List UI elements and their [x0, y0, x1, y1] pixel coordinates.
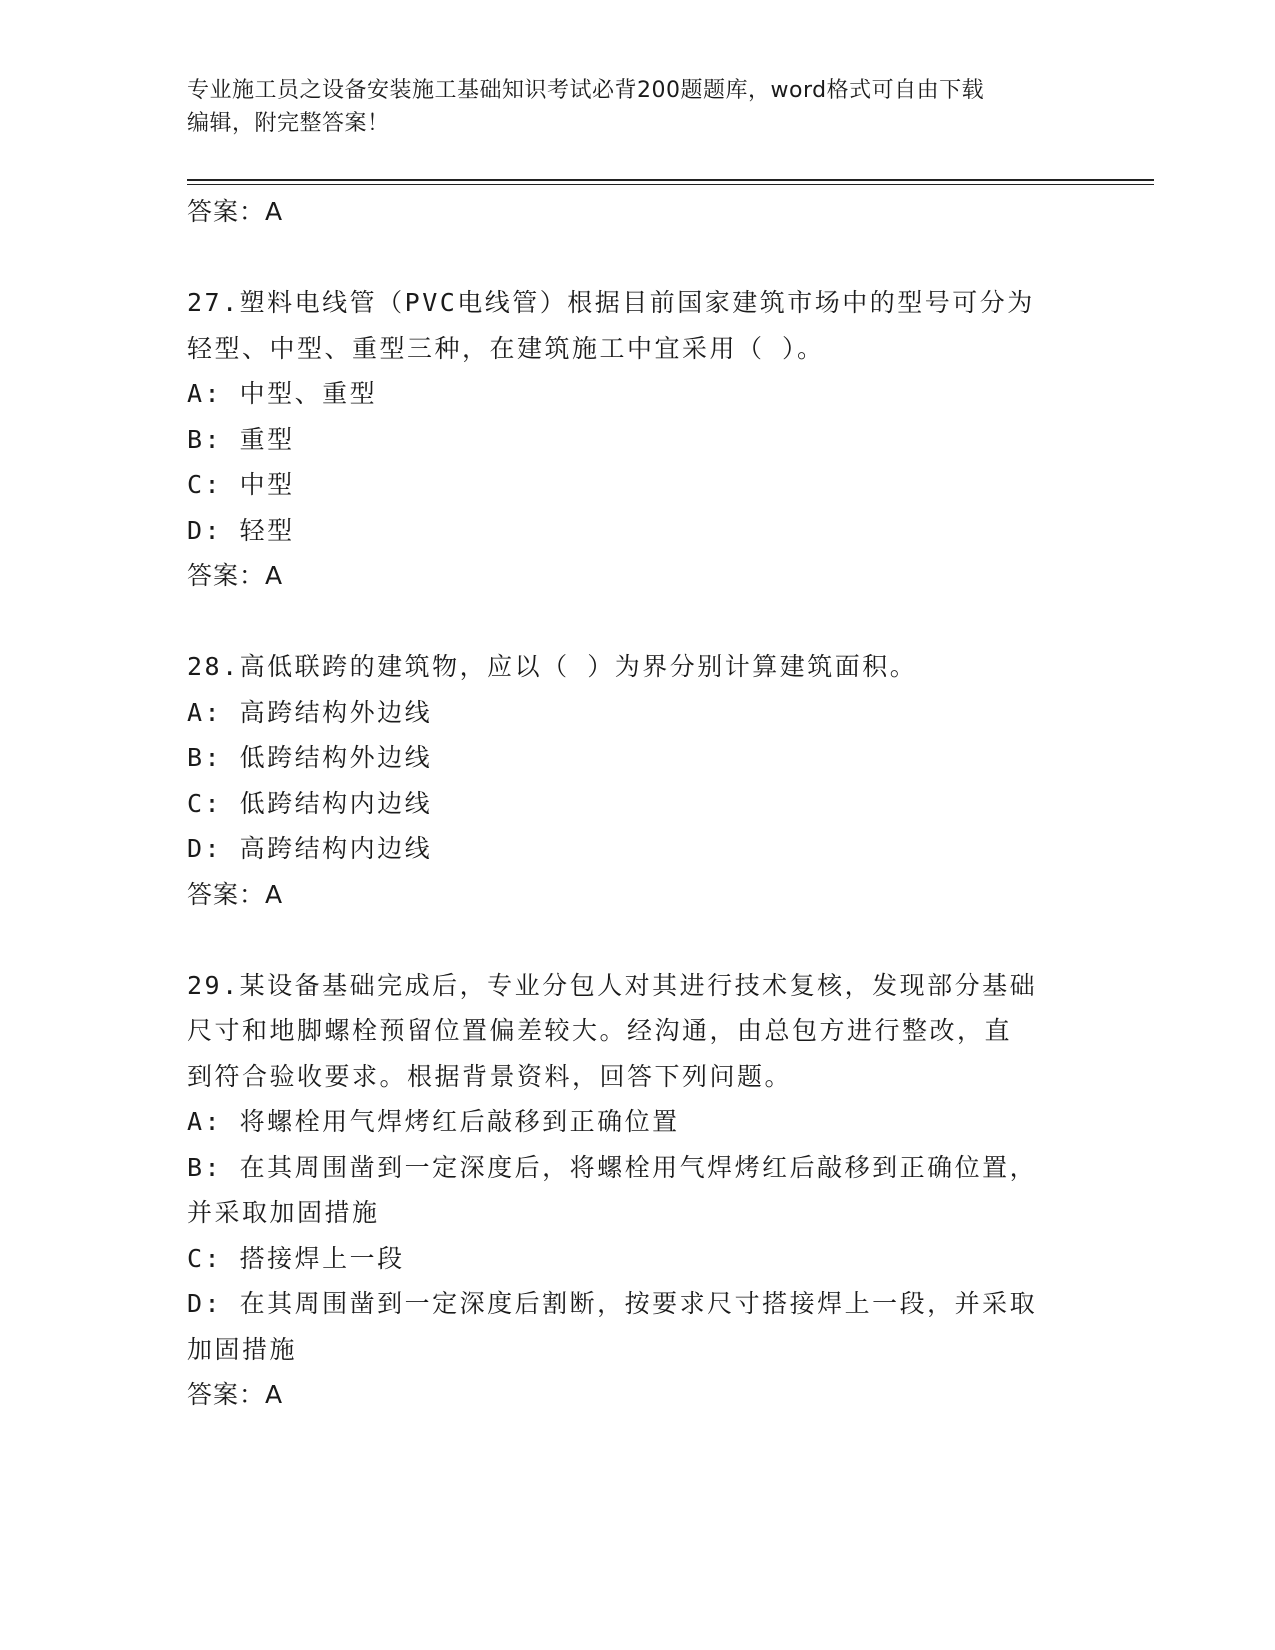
option-line: B: 在其周围凿到一定深度后，将螺栓用气焊烤红后敲移到正确位置， — [187, 1152, 1038, 1182]
answer: 答案：A — [187, 561, 284, 590]
option-b — [187, 1145, 1067, 1236]
option-c — [187, 1236, 1067, 1282]
question-line: 28.高低联跨的建筑物，应以（ ）为界分别计算建筑面积。 — [187, 652, 918, 681]
option-line: A: 高跨结构外边线 — [187, 697, 433, 727]
header-divider-thin — [187, 184, 1154, 185]
option-line: 加固措施 — [187, 1334, 298, 1364]
question-line: 29.某设备基础完成后，专业分包人对其进行技术复核，发现部分基础 — [187, 970, 1038, 1000]
spacer — [187, 599, 1067, 645]
question-29 — [187, 963, 1067, 1418]
option-line: D: 在其周围凿到一定深度后割断，按要求尺寸搭接焊上一段，并采取 — [187, 1289, 1038, 1318]
question-stem — [187, 644, 1067, 690]
answer: 答案：A — [187, 1380, 284, 1409]
question-stem — [187, 963, 1067, 1100]
question-line: 轻型、中型、重型三种，在建筑施工中宜采用（ ）。 — [187, 333, 825, 363]
header-title-line-2: 编辑，附完整答案！ — [187, 111, 390, 136]
spacer — [187, 235, 1067, 281]
answer: 答案：A — [187, 879, 284, 909]
option-a — [187, 1099, 1067, 1145]
option-a — [187, 371, 1067, 417]
option-c — [187, 462, 1067, 508]
option-line: C: 低跨结构内边线 — [187, 788, 433, 818]
option-d — [187, 508, 1067, 554]
option-b — [187, 417, 1067, 463]
option-line: C: 搭接焊上一段 — [187, 1243, 405, 1273]
option-d — [187, 1281, 1067, 1372]
option-line: A: 中型、重型 — [187, 379, 378, 408]
option-line: B: 重型 — [187, 424, 295, 454]
question-stem — [187, 280, 1067, 371]
question-line: 到符合验收要求。根据背景资料，回答下列问题。 — [187, 1061, 793, 1091]
option-line: D: 轻型 — [187, 515, 295, 545]
header-title-line-1: 专业施工员之设备安装施工基础知识考试必背200题题库，word格式可自由下载 — [187, 78, 985, 103]
question-28 — [187, 644, 1067, 917]
question-line: 尺寸和地脚螺栓预留位置偏差较大。经沟通，由总包方进行整改，直 — [187, 1016, 1013, 1045]
option-line: D: 高跨结构内边线 — [187, 834, 433, 863]
option-d — [187, 826, 1067, 872]
page-header — [187, 74, 1067, 140]
question-27 — [187, 280, 1067, 599]
option-c — [187, 781, 1067, 827]
option-b — [187, 735, 1067, 781]
header-divider — [187, 179, 1154, 181]
option-line: A: 将螺栓用气焊烤红后敲移到正确位置 — [187, 1107, 680, 1136]
option-line: C: 中型 — [187, 470, 295, 499]
option-line: B: 低跨结构外边线 — [187, 743, 433, 772]
spacer — [187, 917, 1067, 963]
previous-answer: 答案：A — [187, 197, 284, 226]
document-body — [187, 189, 1067, 1418]
option-a — [187, 690, 1067, 736]
question-line: 27.塑料电线管（PVC电线管）根据目前国家建筑市场中的型号可分为 — [187, 288, 1035, 317]
option-line: 并采取加固措施 — [187, 1198, 380, 1227]
